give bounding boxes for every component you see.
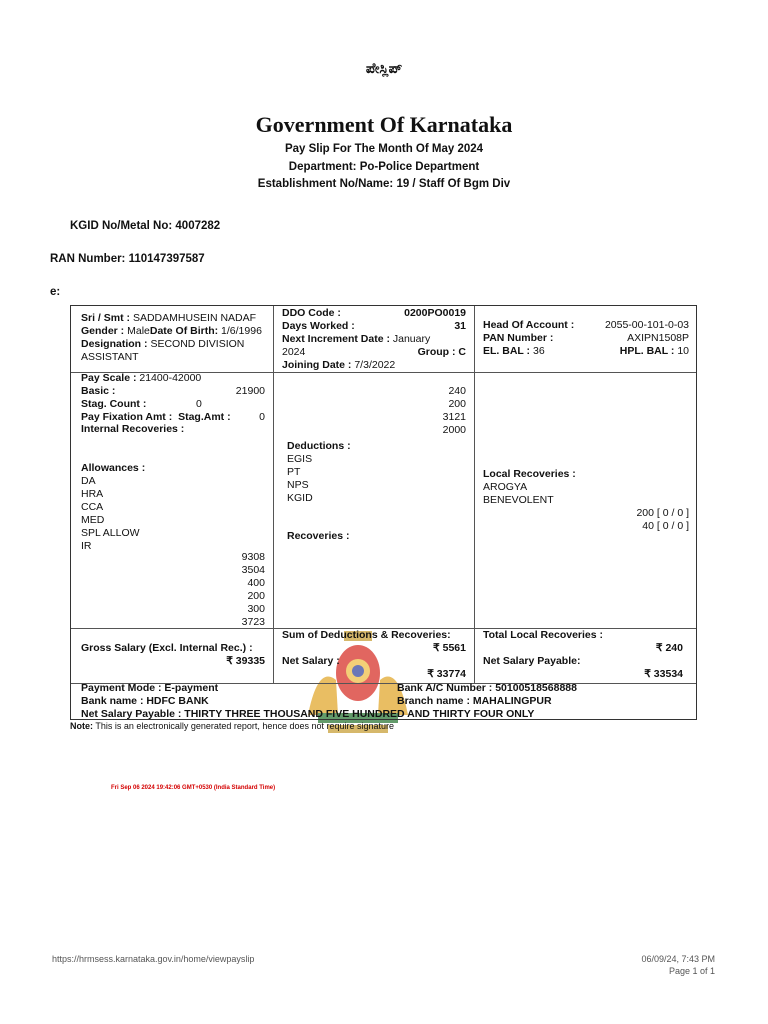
deduction-value: 3121 — [442, 411, 466, 423]
page-url: https://hrmsess.karnataka.gov.in/home/viewpayslip — [52, 954, 255, 964]
deduction-item: KGID — [287, 492, 313, 504]
internal-recoveries-label: Internal Recoveries : — [81, 423, 185, 435]
allowance-value: 400 — [247, 577, 265, 589]
allowance-value: 3723 — [241, 616, 265, 628]
allowance-item: SPL ALLOW — [81, 527, 140, 539]
kgid: KGID No/Metal No: 4007282 — [70, 220, 221, 232]
allowances-label: Allowances : — [81, 462, 146, 474]
branch-name: Branch name : MAHALINGPUR — [397, 695, 552, 707]
deduction-item: PT — [287, 466, 301, 478]
payment-mode: Payment Mode : E-payment — [81, 682, 219, 694]
basic-value: 21900 — [235, 385, 265, 397]
basic-label: Basic : — [81, 385, 116, 397]
allowance-item: DA — [81, 475, 96, 487]
local-recoveries-label: Local Recoveries : — [483, 468, 576, 480]
total-local: ₹ 240 — [655, 642, 683, 654]
page-number: Page 1 of 1 — [668, 966, 715, 976]
fixation-row: Pay Fixation Amt : Stag.Amt : — [81, 411, 231, 423]
payslip-month: Pay Slip For The Month Of May 2024 — [284, 143, 484, 155]
designation-cont: ASSISTANT — [81, 351, 139, 363]
department: Department: Po-Police Department — [288, 161, 480, 173]
deductions-label: Deductions : — [287, 440, 351, 452]
designation-row: Designation : SECOND DIVISION — [81, 338, 245, 350]
allowance-item: IR — [81, 540, 92, 552]
gender-dob-row: Gender : MaleDate Of Birth: 1/6/1996 — [81, 325, 262, 337]
head-of-account: 2055-00-101-0-03 — [604, 319, 689, 331]
allowance-item: HRA — [81, 488, 104, 500]
truncated-label: e: — [50, 286, 61, 298]
local-item: AROGYA — [483, 481, 528, 493]
net-salary-label: Net Salary : — [282, 655, 340, 667]
deduction-value: 200 — [448, 398, 466, 410]
deduction-value: 2000 — [442, 424, 466, 436]
local-value: 40 [ 0 / 0 ] — [642, 520, 689, 532]
allowance-value: 200 — [247, 590, 265, 602]
note: Note: This is an electronically generated report, hence does not require signature — [70, 721, 395, 731]
stag-count-label: Stag. Count : — [81, 398, 147, 410]
generated-timestamp: Fri Sep 06 2024 19:42:06 GMT+0530 (India Standard Time) — [111, 785, 276, 791]
local-value: 200 [ 0 / 0 ] — [636, 507, 689, 519]
stag-amt: 0 — [259, 411, 265, 423]
ddo-code: 0200PO0019 — [404, 307, 466, 319]
ddo-label: DDO Code : — [282, 307, 341, 319]
hpl-balance: HPL. BAL : 10 — [619, 345, 689, 357]
increment-year: 2024 — [282, 346, 306, 358]
pan-label: PAN Number : — [483, 332, 554, 344]
increment-row: Next Increment Date : January — [282, 333, 431, 345]
pan-number: AXIPN1508P — [627, 332, 689, 344]
net-salary: ₹ 33774 — [427, 668, 466, 680]
deduction-item: NPS — [287, 479, 309, 491]
allowance-value: 300 — [247, 603, 265, 615]
head-label: Head Of Account : — [483, 319, 575, 331]
group-row: Group : C — [417, 346, 466, 358]
deduction-item: EGIS — [287, 453, 313, 465]
employee-name-row: Sri / Smt : SADDAMHUSEIN NADAF — [81, 312, 257, 324]
allowance-item: MED — [81, 514, 105, 526]
days-worked: 31 — [454, 320, 466, 332]
allowance-item: CCA — [81, 501, 104, 513]
gross-salary: ₹ 39335 — [226, 655, 265, 667]
deduction-value: 240 — [448, 385, 466, 397]
net-salary-words: Net Salary Payable : THIRTY THREE THOUSAND FIVE HUNDRED AND THIRTY FOUR ONLY — [81, 708, 535, 720]
stag-count: 0 — [196, 398, 202, 410]
establishment: Establishment No/Name: 19 / Staff Of Bgm Div — [257, 178, 511, 190]
gross-label: Gross Salary (Excl. Internal Rec.) : — [81, 642, 253, 654]
local-item: BENEVOLENT — [483, 494, 554, 506]
sum-deductions-label: Sum of Deductions & Recoveries: — [282, 629, 451, 641]
payslip-table — [70, 305, 697, 720]
org-title: Government Of Karnataka — [255, 112, 513, 137]
net-payable: ₹ 33534 — [644, 668, 683, 680]
bank-account-number: Bank A/C Number : 50100518568888 — [397, 682, 577, 694]
allowance-value: 3504 — [241, 564, 265, 576]
net-payable-label: Net Salary Payable: — [483, 655, 581, 667]
bank-name: Bank name : HDFC BANK — [81, 695, 209, 707]
kannada-title: ಪೇಸ್ಲಿಪ್ — [365, 60, 403, 76]
el-balance: EL. BAL : 36 — [483, 345, 545, 357]
days-label: Days Worked : — [282, 320, 355, 332]
pay-scale: Pay Scale : 21400-42000 — [81, 372, 202, 384]
print-datetime: 06/09/24, 7:43 PM — [641, 954, 715, 964]
joining-row: Joining Date : 7/3/2022 — [282, 359, 396, 371]
pran-number: RAN Number: 110147397587 — [50, 253, 205, 265]
recoveries-label: Recoveries : — [287, 530, 350, 542]
sum-deductions: ₹ 5561 — [433, 642, 466, 654]
total-local-label: Total Local Recoveries : — [483, 629, 604, 641]
allowance-value: 9308 — [241, 551, 265, 563]
